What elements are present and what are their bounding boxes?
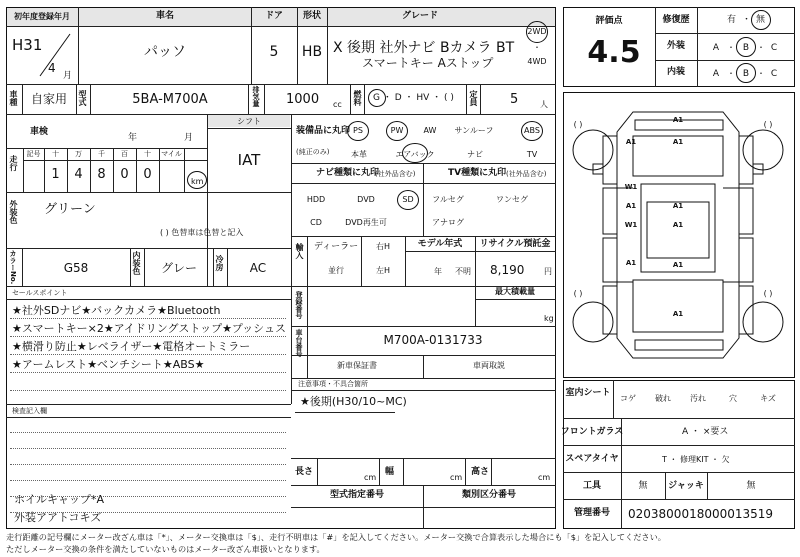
color-code: G58 xyxy=(63,261,89,275)
score-label: 評価点 xyxy=(595,16,623,26)
equip-item: AW xyxy=(423,126,437,135)
import-parallel: 並行 xyxy=(328,266,344,275)
damage-mark: W1 xyxy=(624,183,638,191)
model-year-unknown: 不明 xyxy=(455,267,471,276)
displacement-unit: cc xyxy=(333,100,342,109)
nav-option: CD xyxy=(310,218,322,227)
diagram-paren: ( ) xyxy=(573,289,583,298)
shift: IAT xyxy=(237,151,261,169)
model-label: 型式 xyxy=(78,90,87,106)
abc-option: B xyxy=(742,43,750,53)
inspector-note-1: ホイルキャップ*A xyxy=(14,493,105,506)
abc-option: B xyxy=(742,69,750,79)
sales-points-title: セールスポイント xyxy=(12,289,68,297)
rule xyxy=(10,480,286,481)
damage-mark: A1 xyxy=(672,138,684,146)
mileage-digit: 8 xyxy=(97,167,106,182)
equip-item: TV xyxy=(526,150,538,159)
damage-mark: A1 xyxy=(625,138,637,146)
max-load-label: 最大積載量 xyxy=(495,287,535,296)
equip-item: 本革 xyxy=(351,150,367,159)
rule xyxy=(10,432,286,433)
capacity-label: 定員 xyxy=(469,90,478,106)
inspection-year-unit: 年 xyxy=(128,133,138,143)
drive-dot: ・ xyxy=(533,43,541,52)
chassis-label: 車台番号 xyxy=(295,329,303,357)
abc-dot: ・ xyxy=(727,69,735,78)
first-reg-month: 4 xyxy=(48,61,56,75)
nav-option: DVD再生可 xyxy=(345,218,387,227)
mgmt-label: 管理番号 xyxy=(573,508,611,518)
tools-value: 無 xyxy=(638,481,648,491)
grid-line xyxy=(44,148,45,192)
equip-item: PW xyxy=(390,126,404,135)
height-unit: cm xyxy=(538,473,551,482)
tv-option: ワンセグ xyxy=(496,195,528,204)
recycle-unit: 円 xyxy=(544,267,552,276)
grade-label: グレード xyxy=(401,11,439,21)
abc-dot: ・ xyxy=(757,43,765,52)
rule xyxy=(10,496,286,497)
nav-option: HDD xyxy=(306,195,326,204)
grid-line xyxy=(184,148,185,192)
type-designation-label: 型式指定番号 xyxy=(329,490,385,500)
jack-value: 無 xyxy=(746,481,756,491)
diagram-paren: ( ) xyxy=(763,289,773,298)
abc-option: A xyxy=(712,69,720,79)
rule xyxy=(10,448,286,449)
abc-dot: ・ xyxy=(727,43,735,52)
grid-line xyxy=(113,148,114,192)
rule xyxy=(10,390,286,391)
manual: 車両取説 xyxy=(473,361,505,370)
equip-airbag-circle xyxy=(402,143,428,163)
repair-no: 無 xyxy=(756,15,766,25)
drive-4wd: 4WD xyxy=(527,57,547,66)
drive-2wd: 2WD xyxy=(527,27,547,36)
rule xyxy=(10,336,286,337)
import-dealer: ディーラー xyxy=(313,242,359,252)
grid-line xyxy=(159,148,160,192)
km-unit: km xyxy=(191,177,204,186)
sales-line: ★社外SDナビ★バックカメラ★Bluetooth xyxy=(12,304,221,317)
equip-item: エアバック xyxy=(395,150,435,159)
sales-line: ★スマートキー×2★アイドリングストップ★プッシュス xyxy=(12,322,286,335)
import-label: 輸入 xyxy=(295,243,304,259)
model-year-year: 年 xyxy=(434,267,442,276)
digit-header: 千 xyxy=(98,150,105,158)
footer-line-2: ただしメーター交換の条件を満たしていないものはメーター改ざん車扱いとなります。 xyxy=(6,544,325,554)
score: 4.5 xyxy=(587,35,641,70)
sheet-item: キズ xyxy=(760,394,776,403)
ac-label: 冷房 xyxy=(215,255,224,271)
fuel-label: 燃料 xyxy=(353,90,362,106)
damage-mark: A1 xyxy=(625,259,637,267)
mileage-digit: 0 xyxy=(120,167,129,182)
nav-subtitle: (社外品含む) xyxy=(375,170,416,178)
damage-mark: A1 xyxy=(625,202,637,210)
model: 5BA-M700A xyxy=(132,92,208,107)
spare-value: T ・ 修理KIT ・ 欠 xyxy=(662,455,730,464)
main-form xyxy=(6,7,556,529)
max-load-unit: kg xyxy=(544,314,554,323)
grid-line xyxy=(90,148,91,192)
color-change-note: ( ) 色替車は色替と記入 xyxy=(160,228,244,237)
capacity-unit: 人 xyxy=(540,100,548,109)
grade-line-1: X 後期 社外ナビ Bカメラ BT xyxy=(333,40,515,56)
ac: AC xyxy=(249,261,267,275)
repair-dot: ・ xyxy=(742,15,752,25)
capacity: 5 xyxy=(510,92,519,107)
usage: 自家用 xyxy=(30,92,68,106)
rule xyxy=(10,464,286,465)
usage-label: 車種 xyxy=(9,90,18,106)
sheet-item: コゲ xyxy=(620,394,636,403)
rule xyxy=(10,318,286,319)
equip-item: PS xyxy=(353,126,363,135)
sales-line: ★横滑り防止★レベライザー★電格オートミラー xyxy=(12,340,251,353)
displacement-label: 排気量 xyxy=(252,86,260,107)
interior-color: グレー xyxy=(160,261,198,275)
abc-option: C xyxy=(770,69,778,79)
equipment-subtitle: (純正のみ) xyxy=(296,148,330,156)
inspector-title: 検査記入欄 xyxy=(12,407,47,415)
mileage-label: 走行 xyxy=(9,155,18,171)
abc-option: C xyxy=(770,43,778,53)
length-unit: cm xyxy=(364,473,377,482)
equip-item: ABS xyxy=(524,126,540,135)
km-circle xyxy=(187,171,207,189)
exterior-color-label: 外装色 xyxy=(9,200,18,224)
width-label: 幅 xyxy=(385,467,395,477)
grid-line xyxy=(136,148,137,192)
exterior-color: グリーン xyxy=(44,202,96,217)
digit-header: 十 xyxy=(52,150,59,158)
abc-option: A xyxy=(712,43,720,53)
sheet-item: 汚れ xyxy=(690,394,706,403)
sales-line: ★アームレスト★ベンチシート★ABS★ xyxy=(12,358,205,371)
diagram-paren: ( ) xyxy=(573,120,583,129)
notes-title: 注意事項・不具合箇所 xyxy=(298,380,368,388)
sheet-item: 穴 xyxy=(729,394,737,403)
windshield-label: フロントガラス xyxy=(560,427,624,437)
repair-yes: 有 xyxy=(727,15,737,25)
inspection-label: 車検 xyxy=(30,127,49,137)
nav-option: SD xyxy=(402,195,414,204)
tv-subtitle: (社外品含む) xyxy=(506,170,547,178)
damage-mark: W1 xyxy=(624,221,638,229)
exterior-label: 外装 xyxy=(666,41,686,51)
inspector-note-2: 外装アアトコキズ xyxy=(14,511,102,524)
first-reg-month-unit: 月 xyxy=(63,71,73,81)
grid-line xyxy=(67,148,68,192)
rule xyxy=(10,512,286,513)
fuel-options: G ・ D ・ HV ・ ( ) xyxy=(373,93,454,103)
digit-header: 十 xyxy=(144,150,151,158)
displacement: 1000 xyxy=(286,92,320,107)
equip-item: ナビ xyxy=(467,150,483,159)
recycle-value: 8,190 xyxy=(490,263,525,277)
damage-mark: A1 xyxy=(672,310,684,318)
tv-option: アナログ xyxy=(432,218,464,227)
doors-label: ドア xyxy=(265,11,283,21)
first-reg-label: 初年度登録年月 xyxy=(14,12,70,21)
model-year-label: モデル年式 xyxy=(417,239,463,249)
width-unit: cm xyxy=(450,473,463,482)
digit-header: 百 xyxy=(121,150,128,158)
jack-label: ジャッキ xyxy=(668,481,704,491)
digit-header: 万 xyxy=(75,150,82,158)
tools-label: 工具 xyxy=(582,481,602,491)
rule xyxy=(10,354,286,355)
damage-mark: A1 xyxy=(672,116,684,124)
shape: HB xyxy=(301,44,323,60)
grade-line-2: スマートキー Aストップ xyxy=(362,56,494,70)
footer-line-1: 走行距離の記号欄にメーター改ざん車は「*」、メーター交換車は「$」、走行不明車は「#」を記入してください。メーター交換で合算表示した場合にも「$」を記入してください。 xyxy=(6,532,666,542)
repair-label: 修復歴 xyxy=(662,15,690,25)
windshield-value: A ・ ×要ス xyxy=(682,427,729,437)
car-name: パッソ xyxy=(144,44,186,60)
mgmt-value: 0203800018000013519 xyxy=(628,507,774,521)
mileage-digit: 0 xyxy=(143,167,152,182)
spare-label: スペアタイヤ xyxy=(565,454,619,464)
recycle-label: リサイクル預託金 xyxy=(479,239,551,249)
inspection-month-unit: 月 xyxy=(184,133,194,143)
interior-sheet-label: 室内シート xyxy=(565,388,611,398)
digit-header: マイル xyxy=(161,150,182,158)
chassis-no: M700A-0131733 xyxy=(383,333,483,347)
sheet-item: 破れ xyxy=(655,394,671,403)
car-name-label: 車名 xyxy=(155,11,175,21)
rule xyxy=(10,372,286,373)
damage-mark: A1 xyxy=(672,261,684,269)
equipment-title: 装備品に丸印 xyxy=(296,126,351,136)
mileage-digit: 1 xyxy=(51,167,60,182)
color-code-label: カラーNo. xyxy=(9,250,17,285)
category-no-label: 類別区分番号 xyxy=(461,490,517,500)
interior-color-label: 内装色 xyxy=(132,251,141,275)
abc-dot: ・ xyxy=(757,69,765,78)
equip-item: サンルーフ xyxy=(454,126,494,135)
diagram-paren: ( ) xyxy=(763,120,773,129)
damage-mark: A1 xyxy=(672,202,684,210)
length-label: 長さ xyxy=(295,467,314,477)
first-reg-era: H31 xyxy=(12,36,43,54)
registration-label: 登録番号 xyxy=(295,291,303,319)
tv-title: TV種類に丸印 xyxy=(448,168,507,178)
shape-label: 形状 xyxy=(302,11,322,21)
mileage-digit: 4 xyxy=(74,167,83,182)
new-warranty: 新車保証書 xyxy=(337,361,377,370)
damage-mark: A1 xyxy=(672,221,684,229)
digit-header: 記号 xyxy=(26,150,41,158)
shift-label: シフト xyxy=(237,117,261,126)
import-right-h: 右H xyxy=(375,242,391,251)
height-label: 高さ xyxy=(471,467,490,477)
nav-title: ナビ種類に丸印 xyxy=(316,168,380,178)
import-left-h: 左H xyxy=(375,266,391,275)
nav-option: DVD xyxy=(357,195,375,204)
interior-label: 内装 xyxy=(666,67,686,77)
doors: 5 xyxy=(269,44,279,60)
car-damage-diagram xyxy=(563,92,795,378)
notes-line-1: ★後期(H30/10~MC) xyxy=(300,395,407,408)
tv-option: フルセグ xyxy=(432,195,464,204)
